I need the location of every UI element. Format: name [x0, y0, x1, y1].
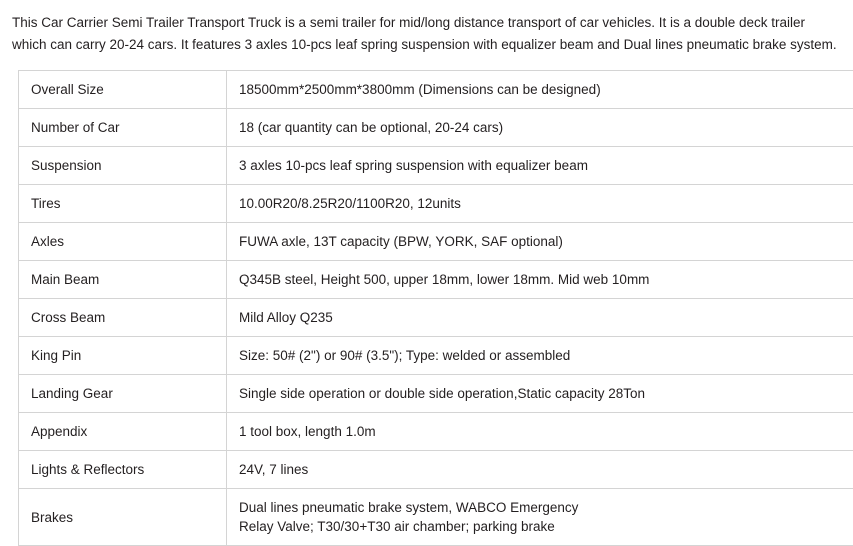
table-row: [19, 451, 853, 489]
spec-value-line: Relay Valve; T30/30+T30 air chamber; parking brake: [239, 517, 853, 536]
spec-value-line: 1 tool box, length 1.0m: [239, 422, 853, 441]
spec-label: Axles: [19, 223, 227, 261]
spec-value: [227, 261, 853, 299]
spec-label: Landing Gear: [19, 375, 227, 413]
intro-paragraph: This Car Carrier Semi Trailer Transport Truck is a semi trailer for mid/long distance transport of car vehicles. It is a double deck trailer which can carry 20-24 cars. It features 3 axles 10-pcs leaf spring suspension with equalizer beam and Dual lines pneumatic brake system.: [12, 12, 841, 56]
spec-value-line: Q345B steel, Height 500, upper 18mm, lower 18mm. Mid web 10mm: [239, 270, 853, 289]
spec-value-line: 10.00R20/8.25R20/1100R20, 12units: [239, 194, 853, 213]
table-row: [19, 489, 853, 546]
spec-value: [227, 375, 853, 413]
spec-value: [227, 299, 853, 337]
spec-label: Number of Car: [19, 109, 227, 147]
spec-value-line: FUWA axle, 13T capacity (BPW, YORK, SAF optional): [239, 232, 853, 251]
table-row: [19, 71, 853, 109]
spec-value: [227, 451, 853, 489]
spec-value: [227, 337, 853, 375]
spec-value: [227, 223, 853, 261]
table-row: [19, 147, 853, 185]
spec-value-line: Size: 50# (2") or 90# (3.5"); Type: welded or assembled: [239, 346, 853, 365]
table-row: [19, 375, 853, 413]
specifications-table: [18, 70, 853, 546]
spec-value: [227, 71, 853, 109]
spec-value-line: Dual lines pneumatic brake system, WABCO Emergency: [239, 498, 853, 517]
table-row: [19, 337, 853, 375]
spec-value: [227, 185, 853, 223]
table-row: [19, 299, 853, 337]
spec-label: King Pin: [19, 337, 227, 375]
spec-value: [227, 413, 853, 451]
table-row: [19, 109, 853, 147]
spec-label: Appendix: [19, 413, 227, 451]
spec-value-line: Mild Alloy Q235: [239, 308, 853, 327]
specifications-table-body: [19, 71, 853, 546]
spec-value: [227, 109, 853, 147]
spec-label: Brakes: [19, 489, 227, 546]
spec-label: Main Beam: [19, 261, 227, 299]
table-row: [19, 223, 853, 261]
spec-value-line: 3 axles 10-pcs leaf spring suspension with equalizer beam: [239, 156, 853, 175]
table-row: [19, 413, 853, 451]
spec-value: [227, 489, 853, 546]
table-row: [19, 261, 853, 299]
spec-value-line: 18 (car quantity can be optional, 20-24 cars): [239, 118, 853, 137]
spec-label: Cross Beam: [19, 299, 227, 337]
spec-value: [227, 147, 853, 185]
spec-label: Tires: [19, 185, 227, 223]
spec-label: Overall Size: [19, 71, 227, 109]
spec-value-line: Single side operation or double side operation,Static capacity 28Ton: [239, 384, 853, 403]
table-row: [19, 185, 853, 223]
spec-label: Lights & Reflectors: [19, 451, 227, 489]
spec-value-line: 18500mm*2500mm*3800mm (Dimensions can be designed): [239, 80, 853, 99]
spec-value-line: 24V, 7 lines: [239, 460, 853, 479]
spec-label: Suspension: [19, 147, 227, 185]
